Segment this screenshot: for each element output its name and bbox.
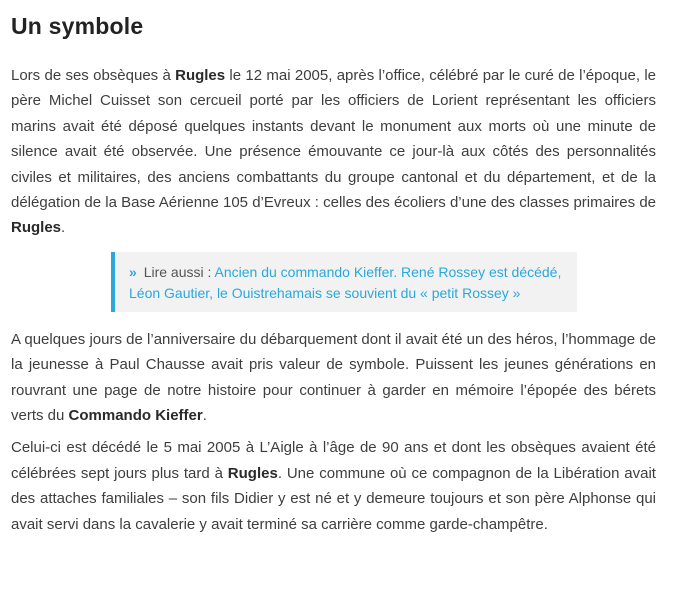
read-also-box (111, 252, 577, 312)
place-name-rugles: Rugles (227, 464, 278, 482)
paragraph-text: Celui-ci est décédé le 5 mai 2005 à L’Aigle à l’âge de 90 ans et dont les obsèques avaient été célébrées sept jours plus tard à (11, 439, 656, 482)
paragraph-text: . (202, 407, 207, 425)
paragraph-deces (11, 435, 656, 537)
place-name-rugles: Rugles (11, 219, 62, 237)
paragraph-obseques (11, 63, 656, 241)
place-name-rugles: Rugles (175, 67, 226, 84)
read-also-label: Lire aussi : (143, 263, 212, 280)
section-heading: Un symbole (11, 13, 144, 39)
chevron-right-icon: » (129, 263, 137, 280)
paragraph-text: . (61, 219, 66, 237)
paragraph-text: A quelques jours de l’anniversaire du débarquement dont il avait été un des héros, l’hommage de la jeunesse à Paul Chausse avait pris valeur de symbole. Puissent les jeunes générations en rouvrant une page de notre histoire pour continuer à garder en mémoire l’épopée des bérets verts du (11, 330, 656, 425)
paragraph-text: . Une commune où ce compagnon de la Libération avait des attaches familiales – son fils Didier y est né et y demeure toujours et son père Alphonse qui avait servi dans la cavalerie y avait terminé sa carrière comme garde-champêtre. (11, 464, 656, 533)
paragraph-hommage (11, 327, 656, 429)
commando-kieffer-name: Commando Kieffer (68, 407, 203, 425)
paragraph-text: Lors de ses obsèques à (11, 67, 176, 84)
read-also-link[interactable]: Ancien du commando Kieffer. René Rossey est décédé, Léon Gautier, le Ouistrehamais se souvient du « petit Rossey » (129, 263, 562, 301)
paragraph-text: le 12 mai 2005, après l’office, célébré par le curé de l’époque, le père Michel Cuisset son cercueil porté par les officiers de Lorient représentant les officiers marins avait été déposé quelques instants devant le monument aux morts où une minute de silence avait été observée. Une présence émouvante ce jour-là aux côtés des personnalités civiles et militaires, des anciens combattants du groupe cantonal et du département, et de la délégation de la Base Aérienne 105 d’Evreux : celles des écoliers d’une des classes primaires de (11, 67, 656, 212)
article-body (11, 0, 656, 537)
